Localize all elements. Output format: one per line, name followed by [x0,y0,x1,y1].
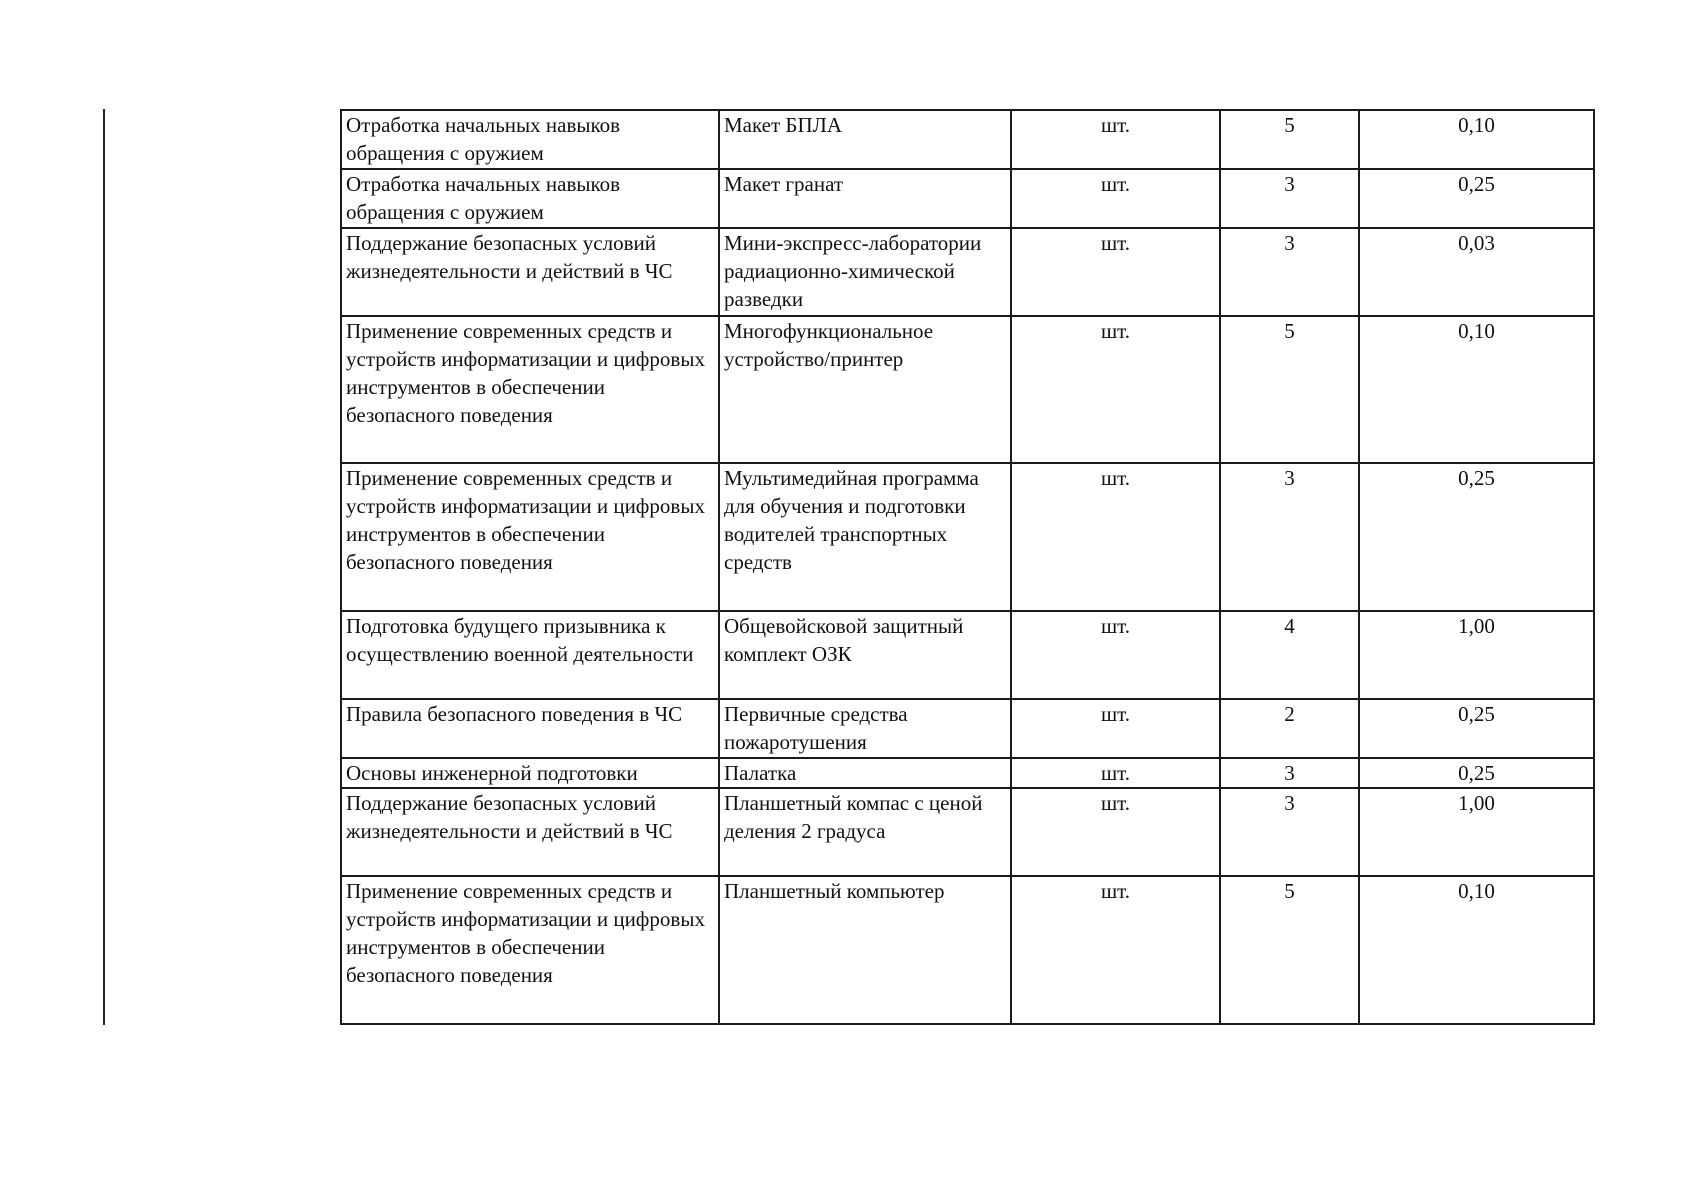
topic-cell: Отработка начальных навыков обращения с оружием [341,169,719,228]
qty-cell: 4 [1220,611,1359,699]
coef-cell: 0,25 [1359,169,1594,228]
table-row [341,758,1594,788]
qty-cell: 5 [1220,316,1359,463]
coef-cell: 0,10 [1359,110,1594,169]
item-cell: Общевойсковой защитный комплект ОЗК [719,611,1011,699]
coef-cell: 1,00 [1359,611,1594,699]
item-cell: Макет гранат [719,169,1011,228]
page-margin-line [103,109,105,1025]
qty-cell: 3 [1220,228,1359,316]
table-row [341,876,1594,1024]
coef-cell: 0,10 [1359,316,1594,463]
unit-cell: шт. [1011,463,1220,611]
item-cell: Многофункциональное устройство/принтер [719,316,1011,463]
qty-cell: 2 [1220,699,1359,758]
unit-cell: шт. [1011,110,1220,169]
topic-cell: Отработка начальных навыков обращения с оружием [341,110,719,169]
topic-cell: Поддержание безопасных условий жизнедеятельности и действий в ЧС [341,788,719,876]
qty-cell: 5 [1220,876,1359,1024]
unit-cell: шт. [1011,788,1220,876]
coef-cell: 0,25 [1359,463,1594,611]
unit-cell: шт. [1011,699,1220,758]
table-row [341,169,1594,228]
item-cell: Планшетный компьютер [719,876,1011,1024]
coef-cell: 1,00 [1359,788,1594,876]
item-cell: Мультимедийная программа для обучения и подготовки водителей транспортных средств [719,463,1011,611]
unit-cell: шт. [1011,228,1220,316]
coef-cell: 0,10 [1359,876,1594,1024]
unit-cell: шт. [1011,758,1220,788]
item-cell: Макет БПЛА [719,110,1011,169]
table-row [341,463,1594,611]
item-cell: Палатка [719,758,1011,788]
table-row [341,788,1594,876]
item-cell: Планшетный компас с ценой деления 2 градуса [719,788,1011,876]
unit-cell: шт. [1011,316,1220,463]
unit-cell: шт. [1011,611,1220,699]
qty-cell: 3 [1220,758,1359,788]
topic-cell: Основы инженерной подготовки [341,758,719,788]
unit-cell: шт. [1011,876,1220,1024]
item-cell: Первичные средства пожаротушения [719,699,1011,758]
table-row [341,699,1594,758]
qty-cell: 3 [1220,169,1359,228]
topic-cell: Поддержание безопасных условий жизнедеятельности и действий в ЧС [341,228,719,316]
topic-cell: Подготовка будущего призывника к осуществлению военной деятельности [341,611,719,699]
qty-cell: 5 [1220,110,1359,169]
unit-cell: шт. [1011,169,1220,228]
equipment-table [340,109,1595,1025]
table-row [341,228,1594,316]
qty-cell: 3 [1220,463,1359,611]
qty-cell: 3 [1220,788,1359,876]
coef-cell: 0,03 [1359,228,1594,316]
table-row [341,316,1594,463]
coef-cell: 0,25 [1359,758,1594,788]
topic-cell: Применение современных средств и устройств информатизации и цифровых инструментов в обеспечении безопасного поведения [341,463,719,611]
table-row [341,110,1594,169]
item-cell: Мини-экспресс-лаборатории радиационно-химической разведки [719,228,1011,316]
coef-cell: 0,25 [1359,699,1594,758]
table-row [341,611,1594,699]
topic-cell: Правила безопасного поведения в ЧС [341,699,719,758]
topic-cell: Применение современных средств и устройств информатизации и цифровых инструментов в обеспечении безопасного поведения [341,316,719,463]
topic-cell: Применение современных средств и устройств информатизации и цифровых инструментов в обеспечении безопасного поведения [341,876,719,1024]
